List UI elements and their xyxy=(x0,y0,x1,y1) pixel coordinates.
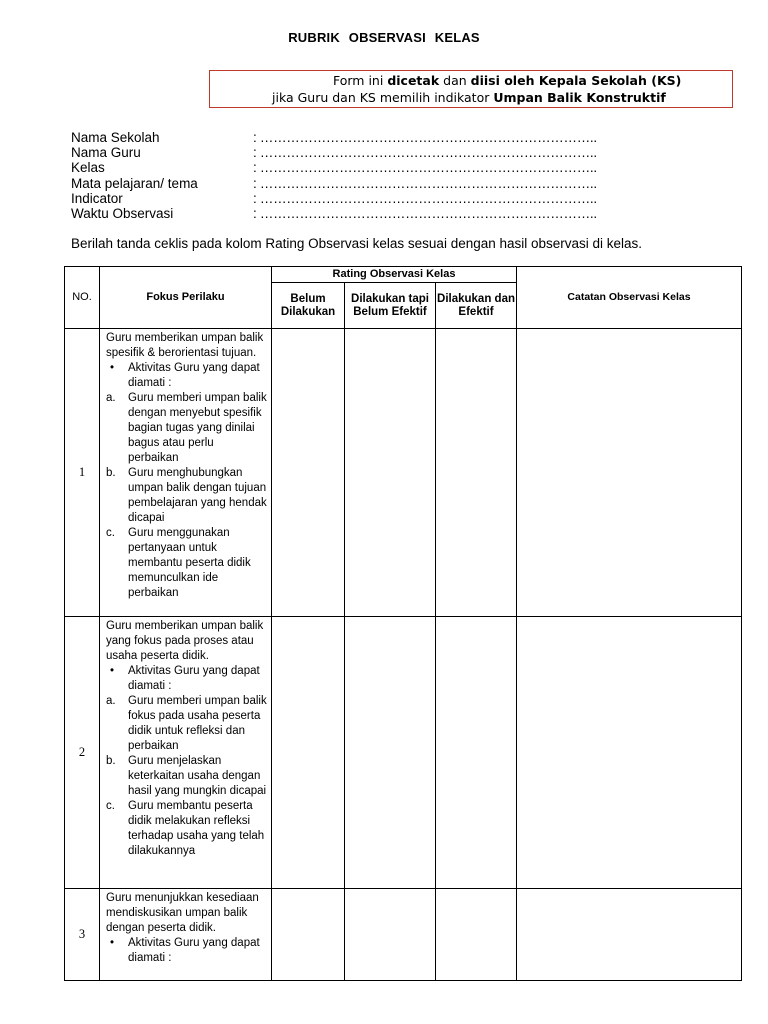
notice-text: diisi oleh Kepala Sekolah (KS) xyxy=(470,73,682,88)
focus-activity-item xyxy=(106,799,267,859)
notice-text: jika Guru dan KS memilih indikator xyxy=(272,90,494,105)
header-belum-dilakukan: Belum Dilakukan xyxy=(272,283,345,329)
focus-activity-item xyxy=(106,391,267,466)
focus-cell xyxy=(100,617,272,889)
rating-belum-efektif-cell[interactable] xyxy=(345,329,436,617)
notes-cell[interactable] xyxy=(517,617,742,889)
focus-statement: Guru menunjukkan kesediaan mendiskusikan umpan balik dengan peserta didik. xyxy=(106,892,259,934)
focus-activity-text: Guru membantu peserta didik melakukan refleksi terhadap usaha yang telah dilakukannya xyxy=(128,800,265,857)
item-marker: a. xyxy=(106,695,116,707)
table-row xyxy=(65,889,742,981)
focus-activity-text: Guru memberi umpan balik dengan menyebut spesifik bagian tugas yang dinilai bagus atau perlu perbaikan xyxy=(128,392,267,464)
rating-belum-efektif-cell[interactable] xyxy=(345,617,436,889)
header-dilakukan-efektif: Dilakukan dan Efektif xyxy=(436,283,517,329)
instruction-text: Berilah tanda ceklis pada kolom Rating Observasi kelas sesuai dengan hasil observasi di kelas. xyxy=(71,236,643,251)
info-field-value[interactable]: : ………………………………………………………………….. xyxy=(253,205,597,221)
focus-activity-item xyxy=(106,664,267,694)
focus-activity-text: Guru memberi umpan balik fokus pada usaha peserta didik untuk refleksi dan perbaikan xyxy=(128,695,267,752)
header-notes: Catatan Observasi Kelas xyxy=(517,267,742,329)
header-rating-group: Rating Observasi Kelas xyxy=(272,267,517,283)
item-marker: a. xyxy=(106,392,116,404)
rating-belum-dilakukan-cell[interactable] xyxy=(272,889,345,981)
bullet-icon: • xyxy=(110,362,115,374)
notes-cell[interactable] xyxy=(517,889,742,981)
focus-activity-item xyxy=(106,936,267,966)
notice-text: dicetak xyxy=(387,73,440,88)
item-marker: c. xyxy=(106,527,115,539)
focus-activity-text: Guru menjelaskan keterkaitan usaha dengan hasil yang mungkin dicapai xyxy=(128,755,267,797)
bullet-icon: • xyxy=(110,665,115,677)
focus-activity-item xyxy=(106,466,267,526)
focus-activity-text: Aktivitas Guru yang dapat diamati : xyxy=(128,665,260,692)
item-marker: c. xyxy=(106,800,115,812)
info-field-value[interactable]: : ………………………………………………………………….. xyxy=(253,130,597,145)
info-field-label: Nama Sekolah xyxy=(71,130,160,145)
info-field-label: Mata pelajaran/ tema xyxy=(71,175,198,191)
rating-efektif-cell[interactable] xyxy=(436,617,517,889)
row-number: 3 xyxy=(65,889,100,981)
info-field-label: Kelas xyxy=(71,160,105,176)
focus-activity-item xyxy=(106,754,267,799)
notice-text: Umpan Balik Konstruktif xyxy=(493,90,666,105)
rating-belum-dilakukan-cell[interactable] xyxy=(272,329,345,617)
focus-statement: Guru memberikan umpan balik spesifik & berorientasi tujuan. xyxy=(106,332,264,359)
rating-efektif-cell[interactable] xyxy=(436,329,517,617)
notice-line-2 xyxy=(272,90,666,105)
bullet-icon: • xyxy=(110,937,115,949)
info-field-label: Waktu Observasi xyxy=(71,205,174,221)
info-field-value[interactable]: : ………………………………………………………………….. xyxy=(253,160,597,176)
row-number: 1 xyxy=(65,329,100,617)
rating-belum-efektif-cell[interactable] xyxy=(345,889,436,981)
table-row xyxy=(65,329,742,617)
header-dilakukan-belum-efektif: Dilakukan tapi Belum Efektif xyxy=(345,283,436,329)
item-marker: b. xyxy=(106,467,116,479)
info-field-label: Indicator xyxy=(71,190,123,206)
rubric-table xyxy=(64,266,742,981)
notice-text: Form ini xyxy=(333,73,388,88)
notes-cell[interactable] xyxy=(517,329,742,617)
focus-activity-item xyxy=(106,694,267,754)
focus-activity-text: Guru menggunakan pertanyaan untuk membantu peserta didik memunculkan ide perbaikan xyxy=(128,527,251,599)
document-title: RUBRIK OBSERVASI KELAS xyxy=(288,30,480,45)
info-field-label: Nama Guru xyxy=(71,145,141,161)
focus-activity-item xyxy=(106,526,267,601)
notice-text: dan xyxy=(439,73,471,88)
info-field-value[interactable]: : ………………………………………………………………….. xyxy=(253,175,597,191)
focus-activity-text: Guru menghubungkan umpan balik dengan tujuan pembelajaran yang hendak dicapai xyxy=(128,467,267,524)
row-number: 2 xyxy=(65,617,100,889)
info-field-value[interactable]: : ………………………………………………………………….. xyxy=(253,190,597,206)
info-field-value[interactable]: : ………………………………………………………………….. xyxy=(253,145,597,161)
rating-efektif-cell[interactable] xyxy=(436,889,517,981)
focus-cell xyxy=(100,889,272,981)
focus-activity-text: Aktivitas Guru yang dapat diamati : xyxy=(128,362,260,389)
notice-line-1 xyxy=(333,73,681,88)
focus-activity-item xyxy=(106,361,267,391)
header-no: NO. xyxy=(65,267,100,329)
rating-belum-dilakukan-cell[interactable] xyxy=(272,617,345,889)
focus-cell xyxy=(100,329,272,617)
table-row xyxy=(65,617,742,889)
item-marker: b. xyxy=(106,755,116,767)
notice-box xyxy=(209,70,733,108)
header-focus: Fokus Perilaku xyxy=(100,267,272,329)
focus-activity-text: Aktivitas Guru yang dapat diamati : xyxy=(128,937,260,964)
focus-statement: Guru memberikan umpan balik yang fokus pada proses atau usaha peserta didik. xyxy=(106,620,264,662)
